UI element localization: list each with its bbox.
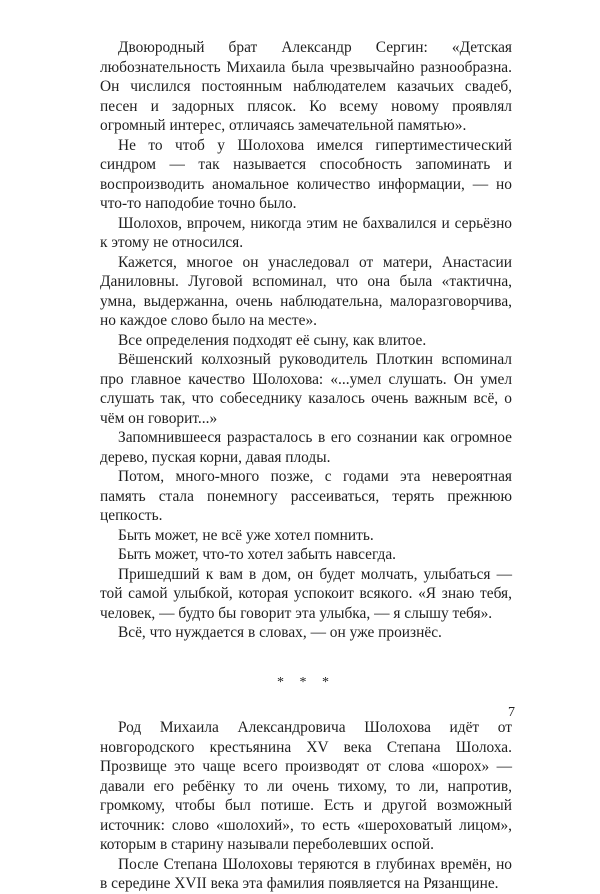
paragraph: Всё, что нуждается в словах, — он уже произнёс. <box>118 624 442 641</box>
body-text <box>100 38 512 894</box>
paragraph: После Степана Шолоховы теряются в глубинах времён, но в середине XVII века эта фамилия появляется на Рязанщине. <box>100 855 512 892</box>
paragraph: Потом, много-много позже, с годами эта невероятная память стала понемногу рассеиваться, терять прежнюю цепкость. <box>100 468 512 524</box>
paragraph: Род Михаила Александровича Шолохова идёт от новгородского крестьянина XV века Степана Шолоха. Прозвище это чаще всего производят от слова «шорох» — давали его ребёнку то ли очень тихому, то ли, напротив, громкому, чтобы был потише. Есть и другой возможный источник: слово «шолохий», то есть «шероховатый лицом», которым в старину называли переболевших оспой. <box>100 719 512 853</box>
paragraph: Все определения подходят её сыну, как влитое. <box>118 331 427 349</box>
paragraph: Пришедший к вам в дом, он будет молчать, улыбаться — той самой улыбкой, которая успокоит всякого. «Я знаю тебя, человек, — будто бы говорит эта улыбка, — я слышу тебя». <box>100 565 512 622</box>
paragraph: Шолохов, впрочем, никогда этим не бахвалился и серьёзно к этому не относился. <box>100 214 512 251</box>
paragraph: Двоюродный брат Александр Сергин: «Детская любознательность Михаила была чрезвычайно разнообразна. Он числился постоянным наблюдателем казачьих свадеб, песен и задорных плясок. Ко всему новому проявлял огромный интерес, отличаясь замечательной памятью». <box>100 39 512 134</box>
paragraph: Не то чтоб у Шолохова имелся гипертиместический синдром — так называется способность запоминать и воспроизводить аномальное количество информации, — но что-то наподобие точно было. <box>100 136 512 212</box>
paragraph: Кажется, многое он унаследовал от матери, Анастасии Даниловны. Луговой вспоминал, что она была «тактична, умна, выдержанна, очень наблюдательна, малоразговорчива, но каждое слово было на месте». <box>100 253 512 329</box>
paragraph: Запомнившееся разрасталось в его сознании как огромное дерево, пуская корни, давая плоды. <box>100 429 512 466</box>
paragraph: Быть может, не всё уже хотел помнить. <box>118 526 374 544</box>
page-number: 7 <box>508 705 515 720</box>
paragraph: Вёшенский колхозный руководитель Плоткин вспоминал про главное качество Шолохова: «...умел слушать. Он умел слушать так, что собеседнику казалось очень важным всё, о чём он говорит...» <box>100 351 512 427</box>
section-separator: * * * <box>277 674 335 690</box>
paragraph: Быть может, что-то хотел забыть навсегда. <box>118 546 397 563</box>
